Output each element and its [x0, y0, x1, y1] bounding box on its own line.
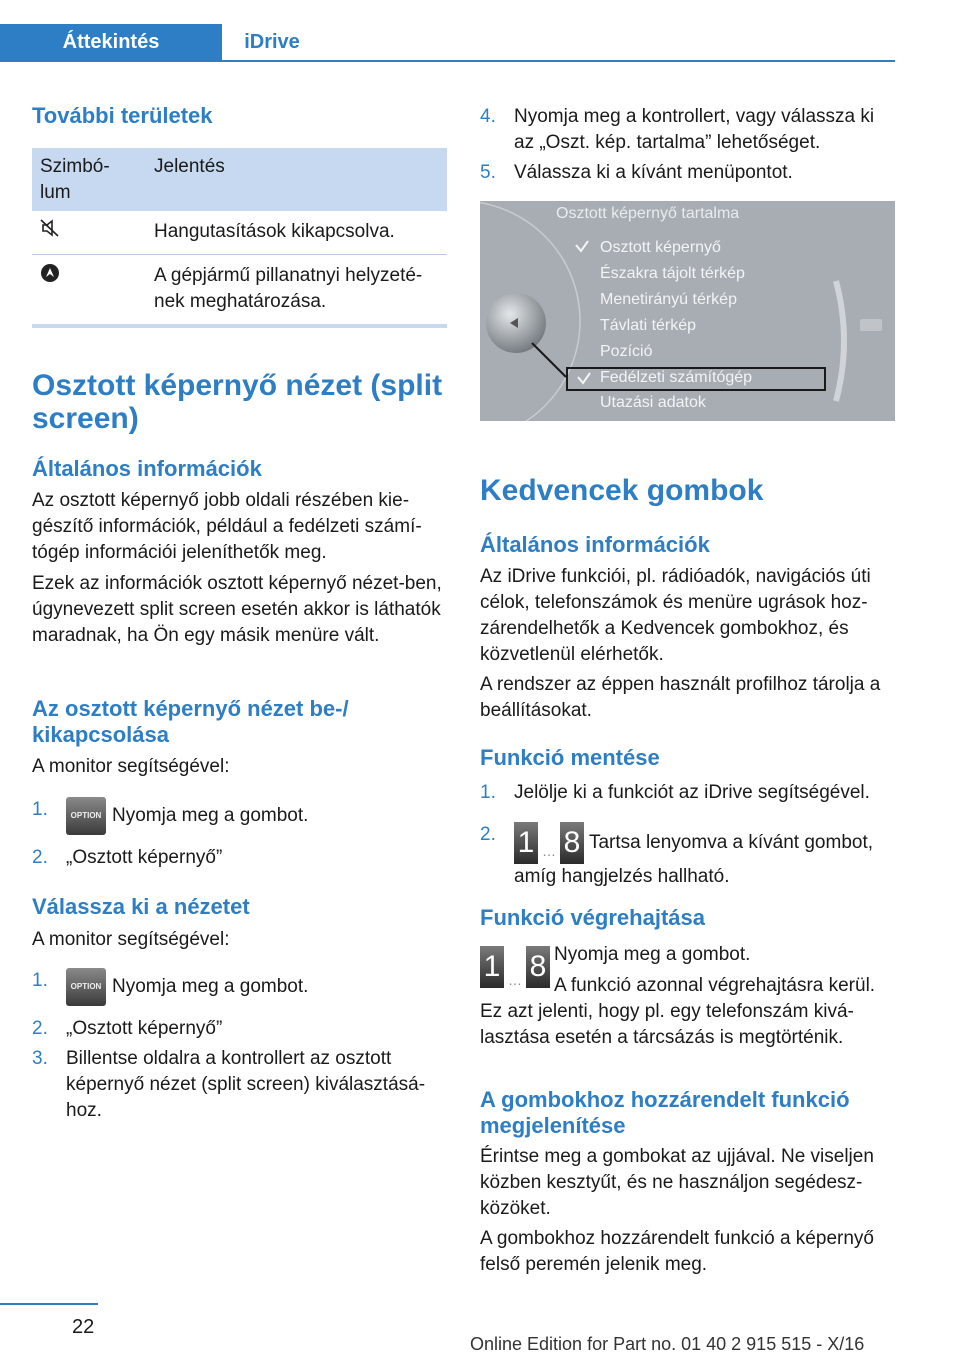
heading-select-view: Válassza ki a nézetet — [32, 894, 250, 919]
list-item: 2. „Osztott képernyő” — [32, 1018, 223, 1039]
position-icon — [40, 267, 60, 288]
list-item: 4. Nyomja meg a kontrollert, vagy válassza ki az „Oszt. kép. tartalma” lehetőséget. — [480, 106, 875, 153]
table-cell-text: Hangutasítások kikapcsolva. — [146, 211, 447, 255]
screen-menu-item: Utazási adatok — [600, 394, 706, 411]
screen-menu-item-selected: Fedélzeti számítógép — [600, 369, 753, 386]
footer-rule — [0, 1303, 98, 1305]
table-header-meaning: Jelentés — [146, 148, 447, 211]
paragraph-left-2: Ezek az információk osztott képernyő nézet-ben, úgynevezett split screen esetén akkor is láthatók maradnak, ha Ön egy másik menüre vált. — [32, 573, 442, 646]
paragraph-right-4: A gombokhoz hozzárendelt funkció a képernyő felső peremén jelenik meg. — [480, 1228, 874, 1275]
option-button-icon: OPTION — [66, 797, 106, 835]
favorite-keys-image: 1 … 8 — [480, 946, 550, 988]
idrive-screen-image — [480, 201, 895, 421]
select-intro: A monitor segítségével: — [32, 929, 230, 950]
execute-line-1: Nyomja meg a gombot. — [554, 944, 751, 965]
screen-menu-item: Osztott képernyő — [600, 239, 721, 256]
screen-title: Osztott képernyő tartalma — [556, 205, 740, 222]
heading-save-function: Funkció mentése — [480, 745, 660, 770]
paragraph-right-2: A rendszer az éppen használt profilhoz tárolja a beállításokat. — [480, 674, 881, 721]
list-item: 2. 1 … 8 Tartsa lenyomva a kívánt gombot, amíg hangjelzés hallható. — [480, 824, 874, 887]
favorite-key-8-icon: 8 — [526, 946, 550, 988]
list-item: 3. Billentse oldalra a kontrollert az osztott képernyő nézet (split screen) kiválasztásá-hoz. — [32, 1048, 426, 1121]
heading-toggle: Az osztott képernyő nézet be-/ kikapcsolása — [32, 696, 349, 747]
favorite-key-1-icon: 1 — [514, 822, 538, 864]
heading-split-screen: Osztott képernyő nézet (split screen) — [32, 369, 443, 435]
heading-general-left: Általános információk — [32, 456, 262, 481]
list-item: 2. „Osztott képernyő” — [32, 847, 223, 868]
favorite-key-8-icon: 8 — [560, 822, 584, 864]
section-title: További területek — [32, 103, 213, 128]
table-header-symbol: Szimbó- lum — [32, 148, 146, 211]
toggle-intro: A monitor segítségével: — [32, 756, 230, 777]
tab-attekintes[interactable]: Áttekintés — [0, 24, 222, 60]
execute-line-2: A funkció azonnal végrehajtásra kerül. — [554, 975, 876, 996]
option-button-icon: OPTION — [66, 968, 106, 1006]
header-tabs — [0, 24, 322, 60]
screen-menu-item: Északra tájolt térkép — [600, 265, 745, 282]
heading-favorites: Kedvencek gombok — [480, 474, 764, 507]
screen-selection-frame — [566, 367, 826, 391]
page-number: 22 — [72, 1316, 95, 1338]
table-cell-text: A gépjármű pillanatnyi helyzeté- nek meghatározása. — [146, 255, 447, 327]
symbol-table — [32, 148, 447, 328]
favorite-key-1-icon: 1 — [480, 946, 504, 988]
table-row — [32, 211, 447, 255]
list-item: 1. OPTION Nyomja meg a gombot. — [32, 968, 308, 1006]
heading-general-right: Általános információk — [480, 532, 710, 557]
execute-paragraph: Ez azt jelenti, hogy pl. egy telefonszám kivá-lasztása esetén a tárcsázás is megtörténik. — [480, 1001, 854, 1048]
table-row — [32, 255, 447, 327]
edition-note: Online Edition for Part no. 01 40 2 915 515 - X/16 — [470, 1334, 865, 1354]
heading-display-function: A gombokhoz hozzárendelt funkció megjelenítése — [480, 1087, 850, 1138]
paragraph-left-1: Az osztott képernyő jobb oldali részében kie-gészítő információk, például a fedélzeti számí-tógép információi jeleníthetők meg. — [32, 490, 422, 563]
screen-menu-item: Távlati térkép — [600, 317, 697, 334]
list-item: 1. Jelölje ki a funkciót az iDrive segítségével. — [480, 782, 870, 803]
paragraph-right-3: Érintse meg a gombokat az ujjával. Ne viseljen közben kesztyűt, és ne használjon segédesz-közöket. — [480, 1146, 874, 1219]
list-item: 1. OPTION Nyomja meg a gombot. — [32, 797, 308, 835]
voice-muted-icon — [40, 221, 60, 242]
list-item: 5. Válassza ki a kívánt menüpontot. — [480, 162, 793, 183]
heading-execute-function: Funkció végrehajtása — [480, 905, 705, 930]
screen-menu-item: Menetirányú térkép — [600, 291, 737, 308]
tab-idrive[interactable]: iDrive — [244, 30, 300, 53]
header-rule — [0, 60, 895, 62]
screen-menu-item: Pozíció — [600, 343, 653, 360]
paragraph-right-1: Az iDrive funkciói, pl. rádióadók, navigációs úti célok, telefonszámok és menüre ugrások hoz-zárendelhetők a Kedvencek gombokhoz, és közvetlenül elérhetők. — [480, 566, 871, 665]
